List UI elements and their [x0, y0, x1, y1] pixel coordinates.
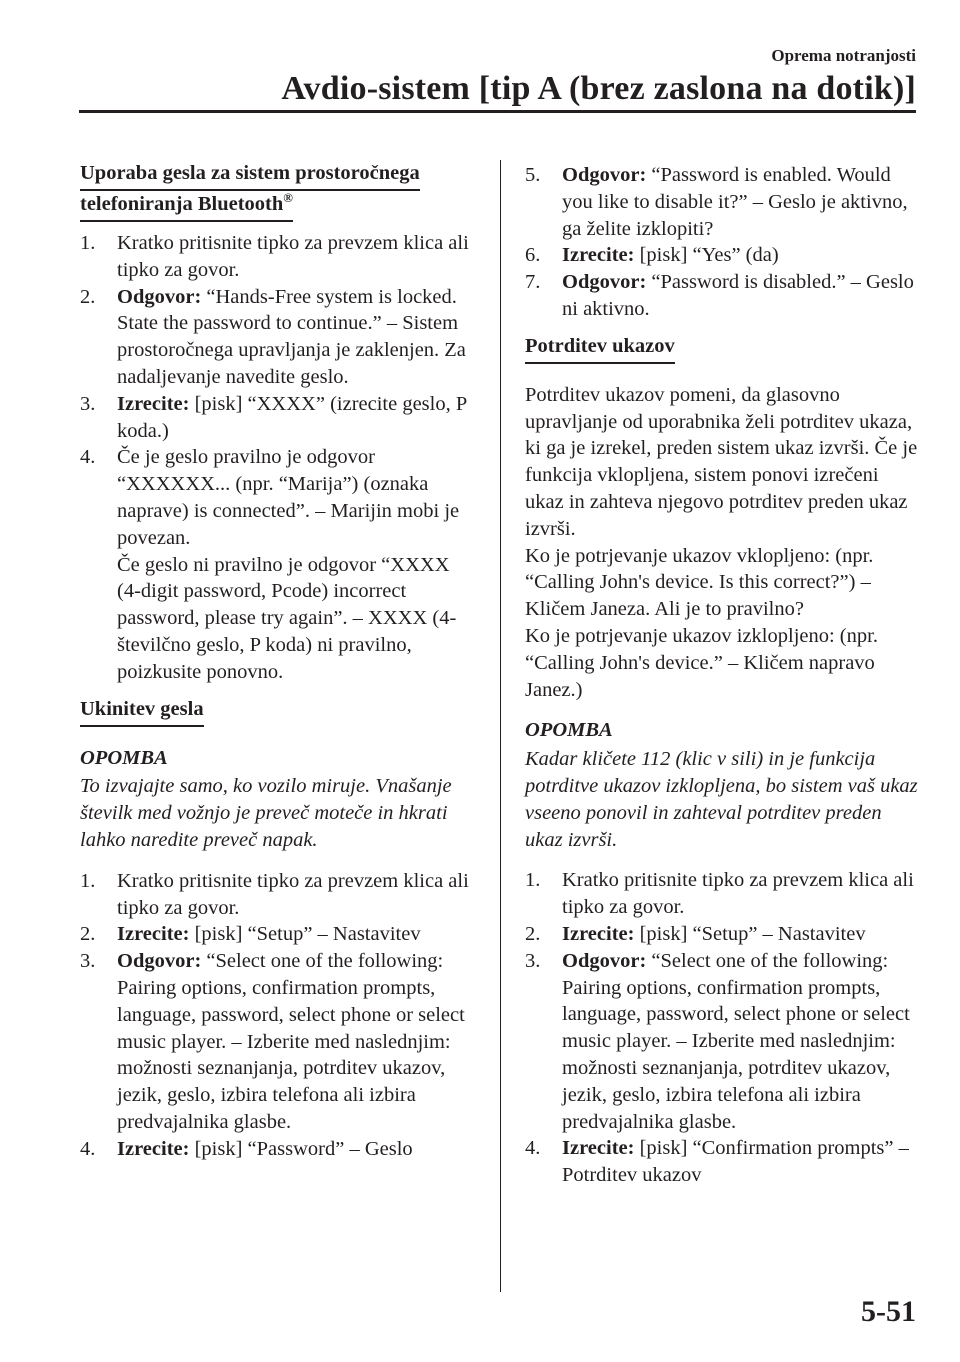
step-body: Kratko pritisnite tipko za prevzem klica ali tipko za govor. — [562, 869, 914, 919]
step-label: Odgovor: — [562, 949, 647, 972]
step-text — [562, 269, 921, 323]
step-label: Odgovor: — [562, 164, 647, 186]
page-number: 5-51 — [861, 1295, 916, 1328]
step-body: “Select one of the following: Pairing options, confirmation prompts, language, password, select phone or select music player. – Izberite med naslednjim: možnosti seznanjanja, potrditev ukazov, jezik, geslo, izbira telefona ali izbira predvajalnika glasbe. — [562, 949, 910, 1133]
step-text — [562, 242, 921, 269]
step-body: [pisk] “XXXX” (izrecite geslo, P koda.) — [117, 392, 467, 442]
step-item — [525, 162, 921, 242]
confirmation-paragraph-2: Ko je potrjevanje ukazov vklopljeno: (npr. “Calling John's device. Is this correct?”) – Kličem Janeza. Ali je to pravilno? — [525, 544, 874, 621]
note-title: OPOMBA — [525, 719, 613, 742]
registered-mark: ® — [283, 190, 293, 206]
step-text — [562, 1135, 921, 1189]
step-number: 3. — [525, 949, 541, 972]
note-text: Kadar kličete 112 (klic v sili) in je funkcija potrditve ukazov izklopljena, bo sistem vaš ukaz vseeno ponovil in zahteval potrditev preden ukaz izvrši. — [525, 748, 918, 851]
step-number: 7. — [525, 271, 541, 294]
step-number: 4. — [80, 446, 96, 469]
steps-list-confirmation — [525, 867, 921, 1189]
header-section-title: Oprema notranjosti — [771, 46, 916, 65]
step-label: Izrecite: — [562, 244, 635, 267]
step-item — [525, 921, 921, 948]
step-number: 1. — [525, 869, 541, 892]
step-body: “Hands-Free system is locked. State the password to continue.” – Sistem prostoročnega upravljanja je zaklenjen. Za nadaljevanje navedite geslo. — [117, 285, 466, 388]
step-item — [525, 1135, 921, 1189]
step-number: 1. — [80, 232, 96, 254]
step-item — [525, 269, 921, 323]
step-item — [80, 948, 476, 1136]
note-box — [80, 745, 476, 854]
note-box-emergency — [525, 717, 921, 853]
step-body: [pisk] “Confirmation prompts” – Potrditev ukazov — [562, 1137, 909, 1187]
step-number: 3. — [80, 392, 96, 415]
step-label: Izrecite: — [117, 392, 190, 415]
confirmation-paragraph-3: Ko je potrjevanje ukazov izklopljeno: (npr. “Calling John's device.” – Kličem napravo Janez.) — [525, 624, 878, 701]
step-text — [117, 868, 476, 922]
step-item — [80, 1136, 476, 1163]
step-number: 2. — [80, 923, 96, 946]
heading-disable-password: Ukinitev gesla — [80, 696, 204, 727]
column-divider — [500, 160, 501, 1292]
step-label: Izrecite: — [117, 923, 190, 946]
step-item — [525, 948, 921, 1136]
step-text — [117, 230, 476, 284]
section-heading-confirmation — [525, 333, 921, 364]
heading-confirmation: Potrditev ukazov — [525, 333, 675, 364]
step-text — [117, 552, 476, 686]
step-body: “Password is enabled. Would you like to disable it?” – Geslo je aktivno, ga želite izklopiti? — [562, 164, 908, 240]
step-item — [80, 921, 476, 948]
step-text — [117, 921, 476, 948]
step-item — [525, 867, 921, 921]
steps-list-disable-password — [80, 868, 476, 1163]
step-number: 4. — [80, 1137, 96, 1160]
step-number: 4. — [525, 1137, 541, 1160]
steps-list-password-usage — [80, 230, 476, 686]
step-item — [80, 868, 476, 922]
step-body: [pisk] “Yes” (da) — [639, 244, 779, 267]
step-item — [80, 230, 476, 284]
step-text — [117, 1136, 476, 1163]
step-item — [525, 242, 921, 269]
confirmation-paragraph-1: Potrditev ukazov pomeni, da glasovno upravljanje od uporabnika želi potrditev ukaza, ki ga je izrekel, preden sistem ukaz izvrši. Če je funkcija vklopljena, sistem ponovi izrečeni ukaz in zahteva njegovo potrditev preden ukaz izvrši. — [525, 383, 918, 540]
step-label: Odgovor: — [117, 950, 202, 973]
step-text — [117, 391, 476, 445]
page-title: Avdio-sistem [tip A (brez zaslona na dotik)] — [281, 70, 916, 107]
step-body: Če geslo ni pravilno je odgovor “XXXX (4-digit password, Pcode) incorrect password, please try again”. – XXXX (4-številčno geslo, P koda) ni pravilno, poizkusite ponovno. — [117, 553, 457, 683]
step-item — [80, 391, 476, 445]
right-column — [525, 160, 921, 1189]
step-text — [562, 921, 921, 948]
heading-line-1: Uporaba gesla za sistem prostoročnega — [80, 160, 420, 191]
step-text — [562, 867, 921, 921]
section-heading-password-usage — [80, 160, 476, 222]
step-text — [562, 948, 921, 1136]
step-body: [pisk] “Password” – Geslo — [194, 1137, 413, 1160]
step-number — [80, 552, 117, 686]
step-number: 5. — [525, 164, 541, 186]
step-body: “Password is disabled.” – Geslo ni aktivno. — [562, 271, 914, 320]
step-body: [pisk] “Setup” – Nastavitev — [194, 923, 421, 946]
note-text: To izvajajte samo, ko vozilo miruje. Vnašanje številk med vožnjo je preveč moteče in hkrati lahko naredite preveč napak. — [80, 775, 452, 851]
step-text — [117, 948, 476, 1136]
step-number: 1. — [80, 869, 96, 892]
step-item — [80, 284, 476, 391]
step-number: 2. — [525, 922, 541, 945]
steps-list-disable-password-cont — [525, 162, 921, 323]
step-body: Če je geslo pravilno je odgovor “XXXXXX... (npr. “Marija”) (oznaka naprave) is connected”. – Marijin mobi je povezan. — [117, 446, 460, 549]
step-label: Izrecite: — [117, 1137, 190, 1160]
section-heading-disable-password — [80, 696, 476, 727]
step-number: 6. — [525, 244, 541, 267]
step-label: Odgovor: — [117, 285, 202, 308]
step-label: Izrecite: — [562, 922, 635, 945]
header-rule — [79, 110, 916, 113]
step-item — [80, 552, 476, 686]
step-body: Kratko pritisnite tipko za prevzem klica ali tipko za govor. — [117, 869, 469, 919]
heading-line-2: telefoniranja Bluetooth® — [80, 191, 293, 222]
step-text — [117, 444, 476, 551]
left-column — [80, 160, 476, 1163]
step-text — [117, 284, 476, 391]
step-text — [562, 162, 921, 242]
step-number: 2. — [80, 285, 96, 308]
step-label: Izrecite: — [562, 1137, 635, 1160]
step-label: Odgovor: — [562, 271, 647, 294]
step-body: Kratko pritisnite tipko za prevzem klica ali tipko za govor. — [117, 232, 469, 281]
step-item — [80, 444, 476, 551]
step-body: “Select one of the following: Pairing options, confirmation prompts, language, password, select phone or select music player. – Izberite med naslednjim: možnosti seznanjanja, potrditev ukazov, jezik, geslo, izbira telefona ali izbira predvajalnika glasbe. — [117, 950, 465, 1133]
step-number: 3. — [80, 950, 96, 973]
step-body: [pisk] “Setup” – Nastavitev — [639, 922, 866, 945]
note-title: OPOMBA — [80, 746, 168, 769]
